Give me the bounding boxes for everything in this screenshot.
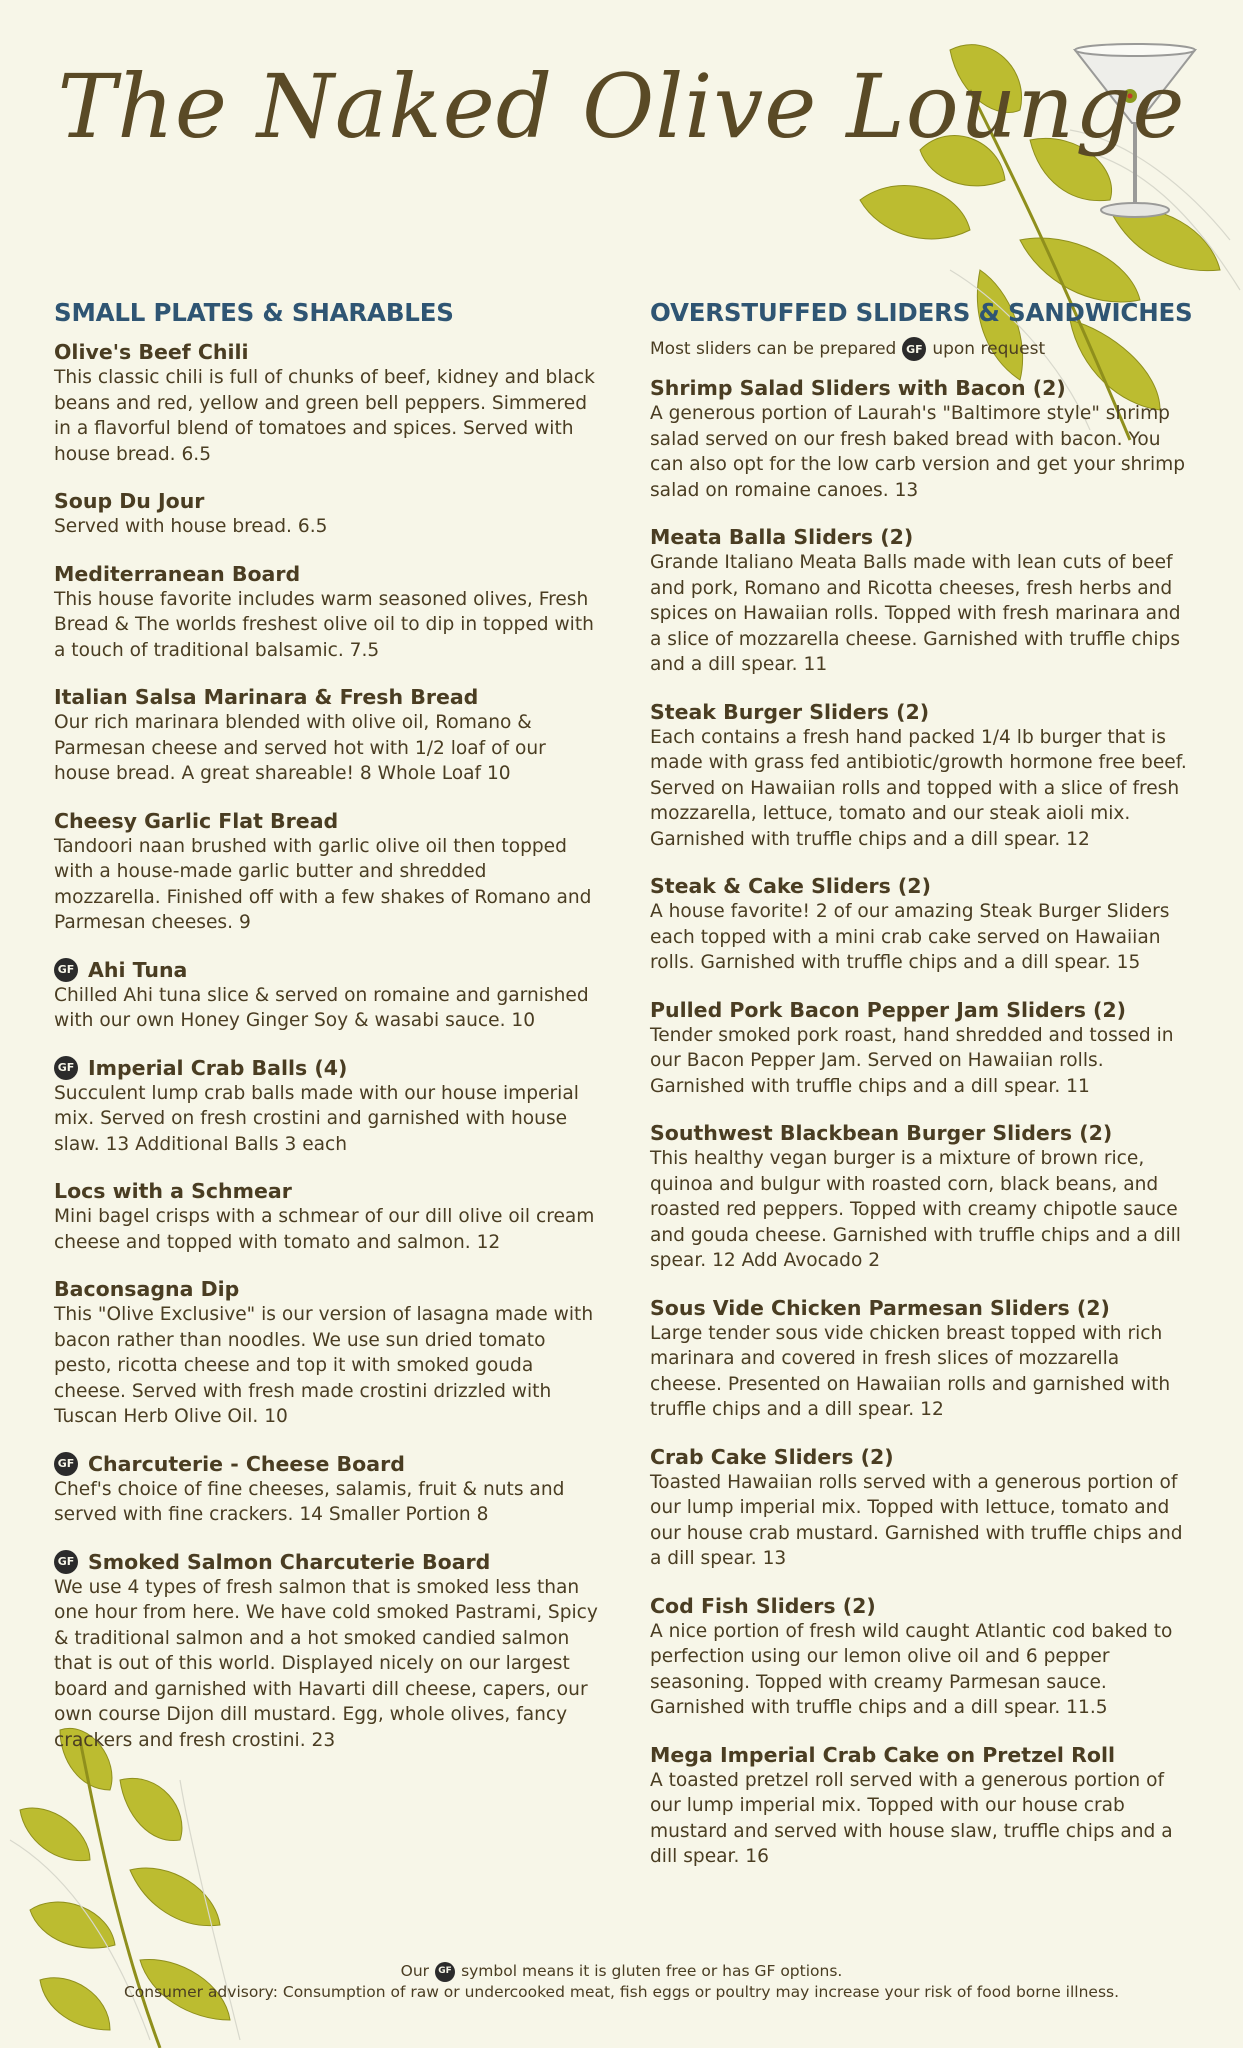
gf-legend bbox=[0, 1961, 1243, 1982]
menu-item-name: Mega Imperial Crab Cake on Pretzel Roll bbox=[650, 1742, 1116, 1767]
menu-item bbox=[650, 1120, 1195, 1274]
menu-item-title bbox=[650, 699, 1195, 725]
menu-item-name: Cheesy Garlic Flat Bread bbox=[54, 808, 339, 833]
menu-item-description: Tender smoked pork roast, hand shredded and tossed in our Bacon Pepper Jam. Served on Hawaiian rolls. Garnished with truffle chips and a dill spear. 11 bbox=[650, 1024, 1174, 1097]
menu-item bbox=[650, 699, 1195, 853]
gf-note-text: upon request bbox=[932, 339, 1046, 359]
menu-item-name: Sous Vide Chicken Parmesan Sliders (2) bbox=[650, 1295, 1110, 1320]
menu-item bbox=[54, 1276, 599, 1430]
menu-item-description: This "Olive Exclusive" is our version of lasagna made with bacon rather than noodles. We use sun dried tomato pesto, ricotta cheese and top it with smoked gouda cheese. Served with fresh made crostini drizzled with Tuscan Herb Olive Oil. 10 bbox=[54, 1304, 594, 1427]
menu-item-title bbox=[54, 561, 599, 587]
menu-item bbox=[54, 808, 599, 936]
menu-item-name: Southwest Blackbean Burger Sliders (2) bbox=[650, 1121, 1113, 1145]
menu-item-description: This classic chili is full of chunks of beef, kidney and black beans and red, yellow and green bell peppers. Simmered in a flavorful blend of tomatoes and spices. Served with house bread. 6.5 bbox=[54, 367, 595, 465]
menu-item-description: This house favorite includes warm seasoned olives, Fresh Bread & The worlds freshest olive oil to dip in topped with a touch of traditional balsamic. 7.5 bbox=[54, 588, 594, 661]
menu-item-name: Soup Du Jour bbox=[54, 489, 205, 513]
menu-item-title bbox=[54, 957, 599, 983]
menu-item bbox=[650, 1593, 1195, 1721]
menu-item-title bbox=[650, 524, 1195, 550]
menu-item bbox=[54, 339, 599, 467]
menu-item bbox=[54, 1451, 599, 1528]
menu-item-title bbox=[650, 997, 1195, 1023]
menu-item bbox=[54, 488, 599, 540]
menu-item-description: A toasted pretzel roll served with a generous portion of our lump imperial mix. Topped with our house crab mustard and served with house slaw, truffle chips and a dill spear. 16 bbox=[650, 1769, 1173, 1867]
menu-item bbox=[650, 873, 1195, 976]
menu-item-name: Smoked Salmon Charcuterie Board bbox=[88, 1549, 491, 1574]
menu-item-name: Shrimp Salad Sliders with Bacon (2) bbox=[650, 376, 1066, 400]
menu-item-description: This healthy vegan burger is a mixture of brown rice, quinoa and bulgur with roasted corn, black beans, and roasted red peppers. Topped with creamy chipotle sauce and gouda cheese. Garnished with truffle chips and a dill spear. 12 Add Avocado 2 bbox=[650, 1148, 1181, 1271]
small-plates-section bbox=[54, 298, 599, 1774]
menu-item-description: Chilled Ahi tuna slice & served on romaine and garnished with our own Honey Ginger Soy & wasabi sauce. 10 bbox=[54, 984, 589, 1031]
menu-item-title bbox=[650, 1120, 1195, 1146]
gf-badge-icon: GF bbox=[54, 958, 78, 982]
menu-item-name: Baconsagna Dip bbox=[54, 1277, 240, 1301]
sliders-section bbox=[650, 298, 1195, 1891]
menu-item-title bbox=[54, 1549, 599, 1575]
menu-item bbox=[650, 524, 1195, 678]
menu-item-title bbox=[54, 488, 599, 514]
menu-item-name: Olive's Beef Chili bbox=[54, 340, 249, 364]
menu-item-description: Our rich marinara blended with olive oil, Romano & Parmesan cheese and served hot with 1/2 loaf of our house bread. A great shareable! 8 Whole Loaf 10 bbox=[54, 712, 546, 784]
page-title: The Naked Olive Lounge bbox=[57, 55, 1186, 158]
menu-item-title bbox=[650, 1444, 1195, 1470]
menu-item-title bbox=[54, 1055, 599, 1081]
menu-item-name: Cod Fish Sliders (2) bbox=[650, 1593, 876, 1618]
menu-item-description: Succulent lump crab balls made with our house imperial mix. Served on fresh crostini and garnished with house slaw. 13 Additional Balls 3 each bbox=[54, 1082, 579, 1155]
gf-badge-icon: GF bbox=[54, 1452, 78, 1476]
menu-item-description: We use 4 types of fresh salmon that is smoked less than one hour from here. We have cold smoked Pastrami, Spicy & traditional salmon and a hot smoked candied salmon that is out of this world. Displayed nicely on our largest board and garnished with Havarti dill cheese, capers, our own course Dijon dill mustard. Egg, whole olives, fancy crackers and fresh crostini. 23 bbox=[54, 1576, 598, 1751]
gf-badge-icon: GF bbox=[54, 1056, 78, 1080]
gf-badge-icon: GF bbox=[435, 1962, 455, 1982]
menu-item-title bbox=[650, 1742, 1195, 1768]
menu-item-title bbox=[650, 375, 1195, 401]
menu-item-title bbox=[54, 1451, 599, 1477]
menu-item-title bbox=[54, 808, 599, 834]
menu-list bbox=[650, 375, 1195, 1870]
menu-item-title bbox=[54, 684, 599, 710]
menu-item-description: Toasted Hawaiian rolls served with a generous portion of our lump imperial mix. Topped with lettuce, tomato and our house crab mustard. Garnished with truffle chips and a dill spear. 13 bbox=[650, 1471, 1183, 1569]
menu-item-title bbox=[54, 1276, 599, 1302]
menu-item-title bbox=[650, 1295, 1195, 1321]
menu-item-description: A nice portion of fresh wild caught Atlantic cod baked to perfection using our lemon olive oil and 6 pepper seasoning. Topped with creamy Parmesan sauce. Garnished with truffle chips and a dill spear. 11.5 bbox=[650, 1620, 1173, 1718]
menu-item-description: Grande Italiano Meata Balls made with lean cuts of beef and pork, Romano and Ricotta cheeses, fresh herbs and spices on Hawaiian rolls. Topped with fresh marinara and a slice of mozzarella cheese. Garnished with truffle chips and a dill spear. 11 bbox=[650, 552, 1181, 675]
gf-legend-text: Our bbox=[400, 1962, 430, 1980]
menu-item-description: Chef's choice of fine cheeses, salamis, fruit & nuts and served with fine crackers. 14 Smaller Portion 8 bbox=[54, 1478, 565, 1525]
menu-item-description: A house favorite! 2 of our amazing Steak Burger Sliders each topped with a mini crab cake served on Hawaiian rolls. Garnished with truffle chips and a dill spear. 15 bbox=[650, 901, 1170, 973]
menu-item-title bbox=[54, 1178, 599, 1204]
menu-item bbox=[54, 1549, 599, 1754]
menu-item-description: Large tender sous vide chicken breast topped with rich marinara and covered in fresh slices of mozzarella cheese. Presented on Hawaiian rolls and garnished with truffle chips and a dill spear. 12 bbox=[650, 1322, 1171, 1420]
section-heading: SMALL PLATES & SHARABLES bbox=[54, 298, 454, 327]
menu-item-description: A generous portion of Laurah's "Baltimore style" shrimp salad served on our fresh baked bread with bacon. You can also opt for the low carb version and get your shrimp salad on romaine canoes. 13 bbox=[650, 403, 1186, 501]
gf-note-text: Most sliders can be prepared bbox=[650, 339, 897, 359]
menu-item-name: Charcuterie - Cheese Board bbox=[88, 1451, 405, 1476]
footer bbox=[0, 1961, 1243, 2003]
menu-item-description: Tandoori naan brushed with garlic olive oil then topped with a house-made garlic butter and shredded mozzarella. Finished off with a few shakes of Romano and Parmesan cheeses. 9 bbox=[54, 835, 592, 933]
menu-item bbox=[650, 997, 1195, 1100]
menu-item bbox=[650, 1742, 1195, 1870]
gf-note bbox=[650, 337, 1195, 361]
menu-item-name: Locs with a Schmear bbox=[54, 1179, 292, 1203]
menu-item-title bbox=[54, 339, 599, 365]
gf-legend-text: symbol means it is gluten free or has GF options. bbox=[461, 1962, 843, 1980]
menu-item bbox=[54, 684, 599, 787]
menu-item-name: Crab Cake Sliders (2) bbox=[650, 1444, 894, 1469]
menu-item-description: Each contains a fresh hand packed 1/4 lb burger that is made with grass fed antibiotic/growth hormone free beef. Served on Hawaiian rolls and topped with a slice of fresh mozzarella, lettuce, tomato and our steak aioli mix. Garnished with truffle chips and a dill spear. 12 bbox=[650, 726, 1187, 850]
menu-item-name: Meata Balla Sliders (2) bbox=[650, 525, 914, 549]
menu-item-name: Pulled Pork Bacon Pepper Jam Sliders (2) bbox=[650, 997, 1127, 1022]
gf-badge-icon: GF bbox=[54, 1550, 78, 1574]
menu-item-name: Imperial Crab Balls (4) bbox=[88, 1055, 348, 1080]
menu-list bbox=[54, 339, 599, 1753]
menu-item bbox=[650, 1444, 1195, 1572]
menu-item-name: Mediterranean Board bbox=[54, 561, 301, 586]
menu-item-title bbox=[650, 873, 1195, 899]
menu-item bbox=[650, 375, 1195, 503]
gf-badge-icon: GF bbox=[902, 337, 926, 361]
menu-item-name: Steak Burger Sliders (2) bbox=[650, 699, 930, 724]
menu-item bbox=[54, 561, 599, 664]
menu-item bbox=[650, 1295, 1195, 1423]
menu-item-title bbox=[650, 1593, 1195, 1619]
section-heading: OVERSTUFFED SLIDERS & SANDWICHES bbox=[650, 298, 1193, 327]
menu-item-name: Steak & Cake Sliders (2) bbox=[650, 874, 931, 898]
menu-item-name: Ahi Tuna bbox=[88, 957, 188, 982]
menu-item-description: Served with house bread. 6.5 bbox=[54, 516, 328, 537]
consumer-advisory: Consumer advisory: Consumption of raw or undercooked meat, fish eggs or poultry may increase your risk of food borne illness. bbox=[123, 1983, 1120, 2001]
menu-item bbox=[54, 957, 599, 1034]
menu-item bbox=[54, 1055, 599, 1158]
menu-item-description: Mini bagel crisps with a schmear of our dill olive oil cream cheese and topped with tomato and salmon. 12 bbox=[54, 1206, 595, 1253]
menu-item-name: Italian Salsa Marinara & Fresh Bread bbox=[54, 685, 479, 709]
menu-item bbox=[54, 1178, 599, 1255]
